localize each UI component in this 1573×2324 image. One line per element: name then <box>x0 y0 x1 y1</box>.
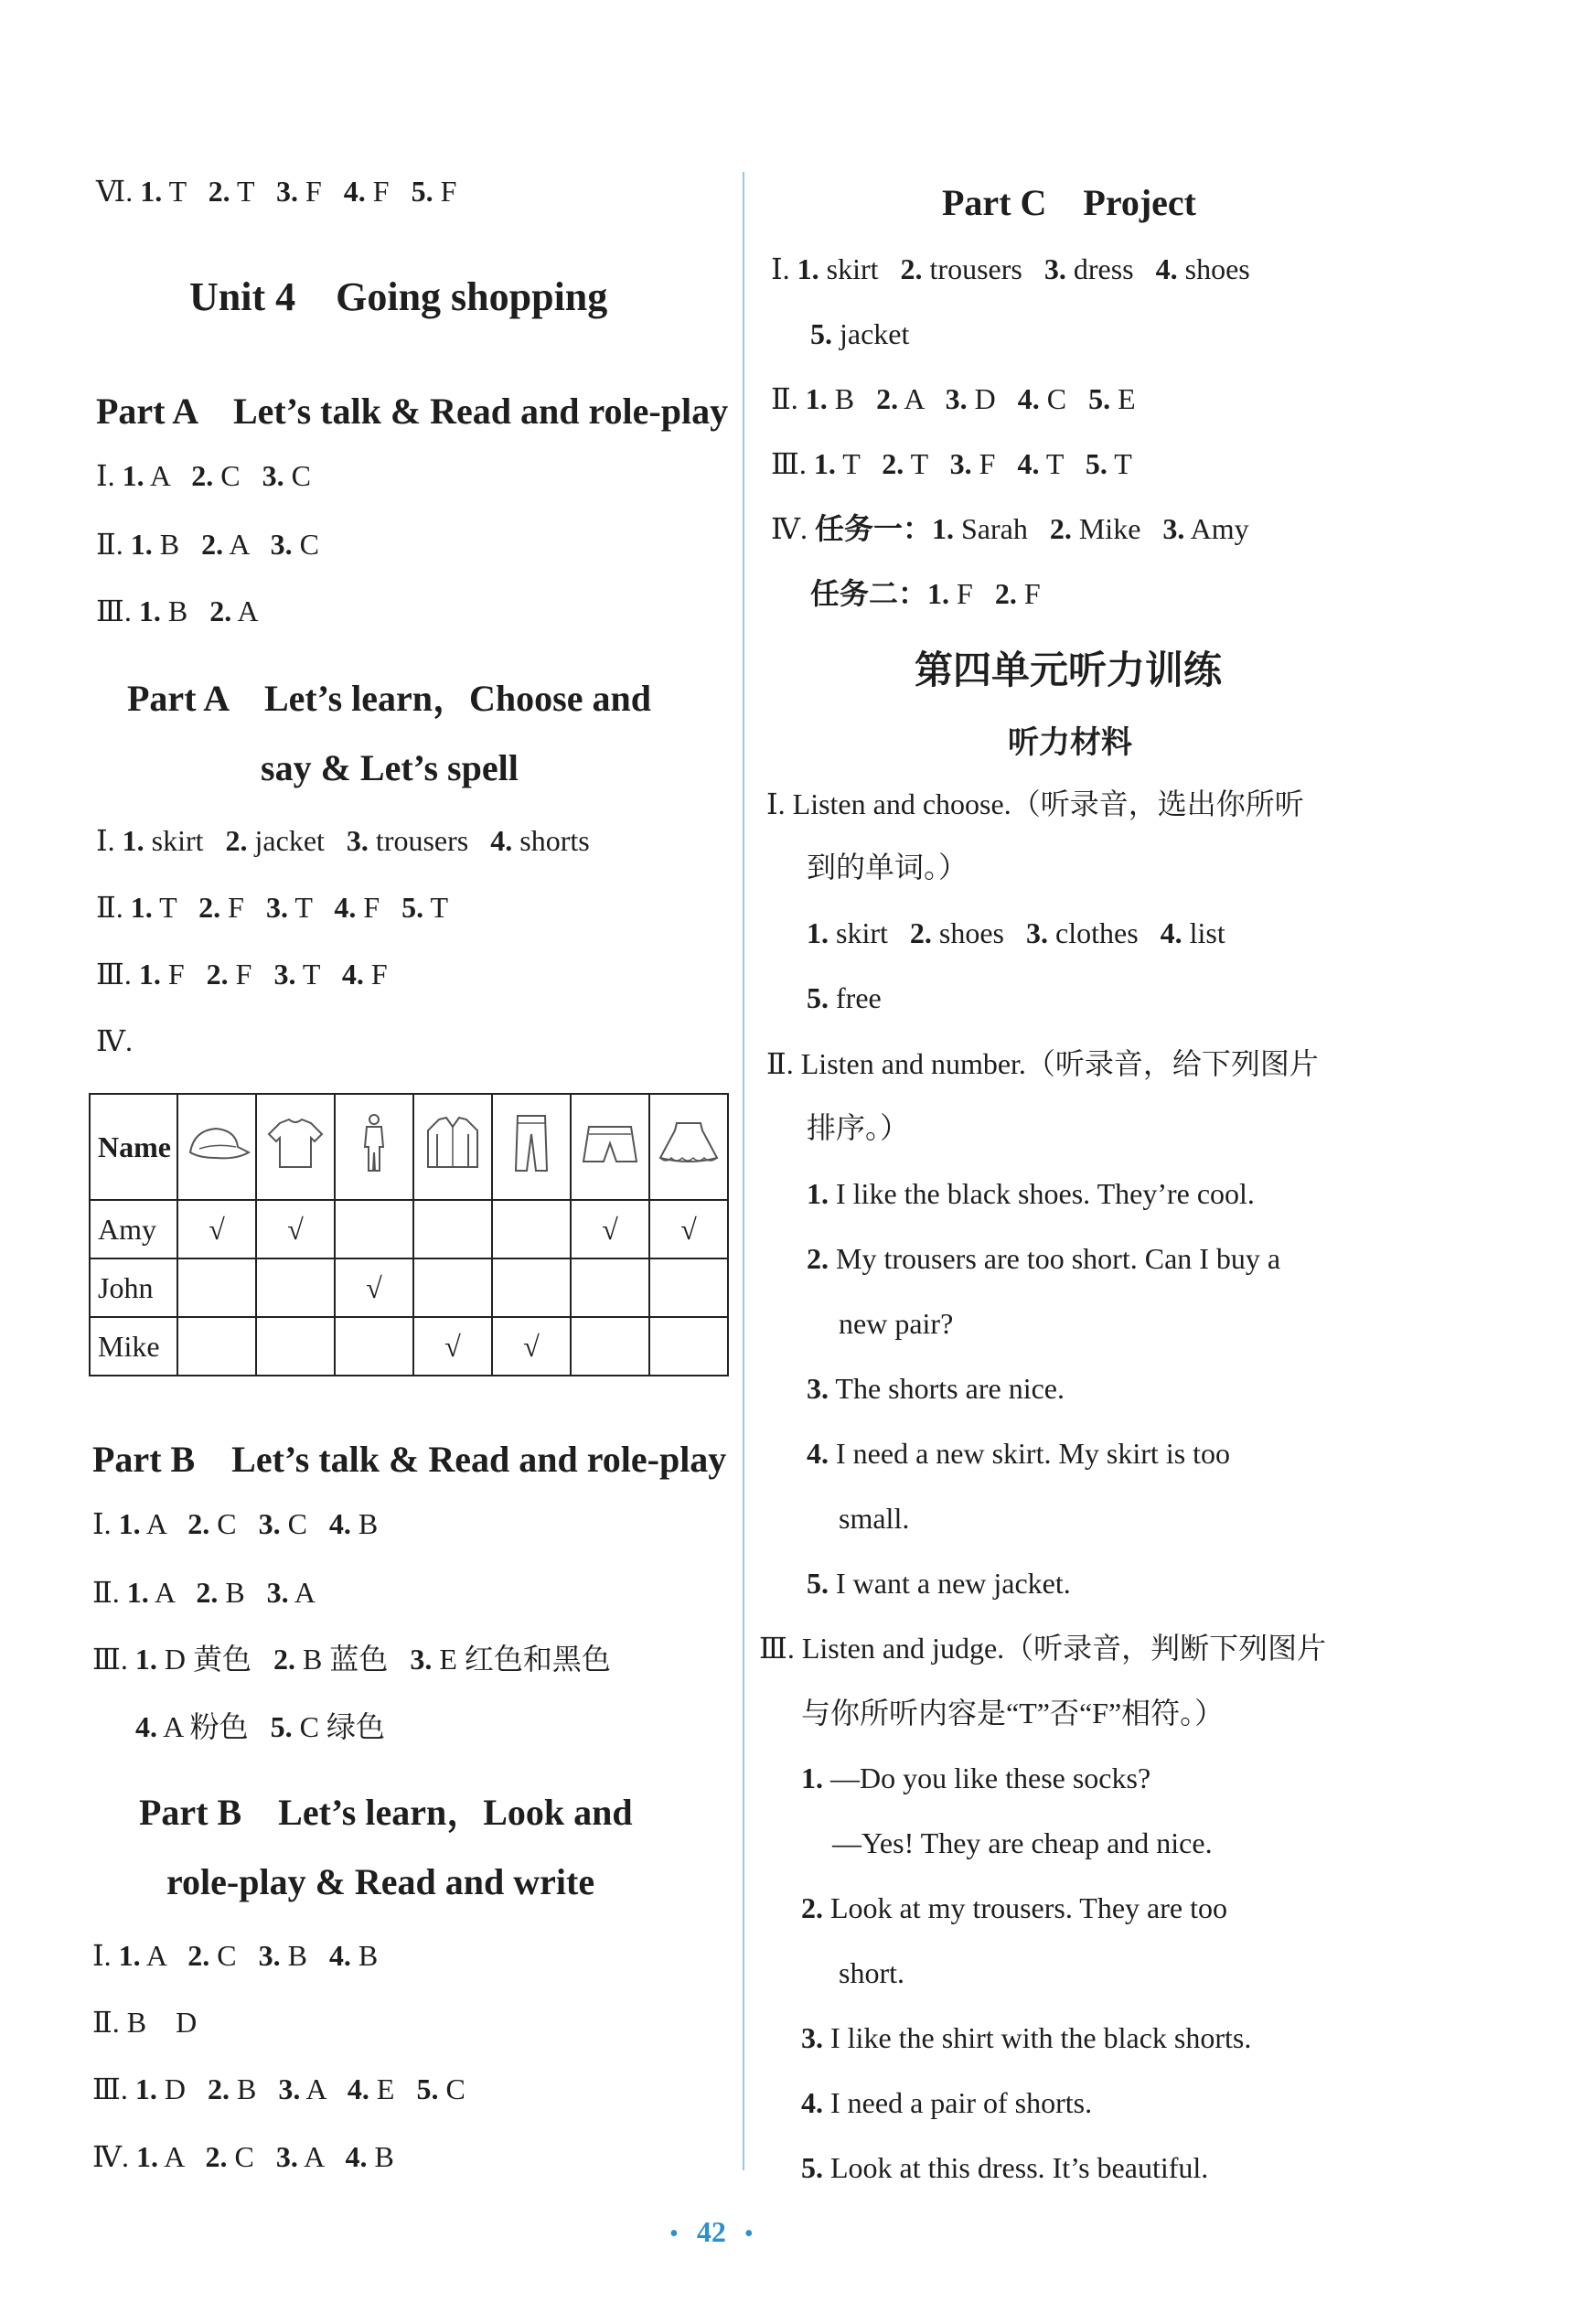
answer-row <box>96 889 448 926</box>
page-number: 42 <box>696 2215 726 2248</box>
section-title: Part B Let’s talk & Read and role-play <box>92 1439 727 1480</box>
item-num: 1. <box>135 2140 158 2173</box>
item-answer: B <box>159 528 180 561</box>
item-answer: A <box>149 459 170 492</box>
item-answer: shorts <box>519 824 590 857</box>
item-num: 3. <box>1043 252 1066 285</box>
item-answer: A <box>154 1576 175 1609</box>
tick-cell <box>413 1200 492 1258</box>
item-num: 任务二：1. <box>810 577 950 610</box>
item-num: 3. <box>265 891 288 924</box>
item-num: 1. <box>807 1177 829 1210</box>
table-row <box>90 1200 728 1258</box>
jacket-icon <box>413 1094 492 1200</box>
item-answer: C <box>299 528 320 561</box>
item-answer: F <box>235 958 252 991</box>
item-num: 2. <box>187 1507 210 1540</box>
tick-cell <box>256 1258 335 1317</box>
item-text: small. <box>839 1502 910 1535</box>
item-answer: T <box>1045 447 1064 480</box>
item-text: Look at my trousers. They are too <box>830 1891 1227 1924</box>
answer-row <box>92 2138 394 2175</box>
tick-cell <box>649 1258 728 1317</box>
item-num: 2. <box>1049 512 1072 545</box>
item-answer: E <box>376 2072 395 2105</box>
item-num: 4. <box>801 2086 823 2119</box>
clothes-table <box>89 1093 729 1376</box>
item-num: 2. <box>206 958 229 991</box>
unit-title: Unit 4 Going shopping <box>189 274 608 319</box>
item-num: 3. <box>807 1372 829 1405</box>
tick-cell: √ <box>177 1200 256 1258</box>
item-answer: F <box>363 891 380 924</box>
item-num: 1. <box>805 382 828 415</box>
item-num: 1. <box>138 594 161 627</box>
item-num: 1. <box>118 1939 141 1972</box>
item-answer: D <box>974 382 996 415</box>
answer-row <box>96 457 311 494</box>
row-num: Ⅳ. <box>96 1024 133 1057</box>
item-answer: B 蓝色 <box>302 1643 389 1676</box>
item-num: 1. <box>126 1576 149 1609</box>
answer-row <box>92 1505 378 1542</box>
item-num: 4. <box>341 958 364 991</box>
section-title: Part A Let’s talk & Read and role-play <box>96 391 729 432</box>
item-num: 2. <box>225 824 248 857</box>
item-num: 1. <box>797 252 819 285</box>
answer-row <box>96 956 388 992</box>
item-answer: Amy <box>1190 512 1249 545</box>
item-answer: clothes <box>1055 916 1139 949</box>
item-answer: T <box>430 891 449 924</box>
row-num: Ⅰ. <box>92 1939 112 1972</box>
item-num: 4. <box>490 824 513 857</box>
table-row <box>90 1317 728 1376</box>
answer-row <box>810 316 909 352</box>
item-num: 3. <box>262 459 284 492</box>
tick-cell <box>335 1317 413 1376</box>
item-answer: F <box>167 958 185 991</box>
item-answer: B <box>287 1939 307 1972</box>
item-num: 2. <box>196 1576 219 1609</box>
item-num: 5. <box>411 175 433 208</box>
tick-cell: √ <box>335 1258 413 1317</box>
item-num: 3. <box>275 2140 298 2173</box>
answer-row <box>810 575 1041 612</box>
answer-row <box>96 822 590 859</box>
outfit-icon <box>335 1094 413 1200</box>
row-num: Ⅲ. <box>771 447 807 480</box>
item-answer: E <box>1118 382 1136 415</box>
tick-cell: √ <box>649 1200 728 1258</box>
item-num: 1. <box>813 447 836 480</box>
shorts-icon <box>571 1094 649 1200</box>
item-answer: T <box>1114 447 1132 480</box>
row-num: Ⅵ. <box>96 175 134 208</box>
item-answer: jacket <box>840 317 910 350</box>
sentence-line <box>801 2019 1251 2056</box>
tick-cell <box>492 1200 571 1258</box>
row-name: Mike <box>90 1317 177 1376</box>
item-answer: B <box>167 594 188 627</box>
item-answer: T <box>168 175 187 208</box>
item-answer: T <box>237 175 254 208</box>
tick-cell <box>649 1317 728 1376</box>
item-text: new pair? <box>839 1307 954 1340</box>
row-num: Ⅱ. <box>96 891 123 924</box>
section-title: Part B Let’s learn，Look and <box>139 1792 633 1833</box>
item-answer: dress <box>1073 252 1134 285</box>
section-title-line2: say & Let’s spell <box>261 747 519 788</box>
item-num: 4. <box>328 1939 351 1972</box>
row-num: Ⅰ. <box>92 1507 112 1540</box>
row-num: Ⅱ. <box>92 1576 120 1609</box>
item-num: 3. <box>801 2021 823 2054</box>
item-num: 2. <box>900 252 923 285</box>
answer-row <box>92 1574 316 1611</box>
item-answer: D 黄色 <box>164 1643 251 1676</box>
item-num: 4. <box>807 1437 829 1470</box>
item-answer: shoes <box>1184 252 1250 285</box>
item-num: 5. <box>416 2072 439 2105</box>
item-answer: B <box>225 1576 245 1609</box>
item-answer: F <box>440 175 457 208</box>
row-num: Ⅰ. <box>96 459 115 492</box>
column-divider <box>743 172 744 2170</box>
item-num: 3. <box>1162 512 1185 545</box>
sentence-line <box>807 1240 1280 1277</box>
item-num: 5. <box>270 1710 293 1743</box>
item-num: 3. <box>949 447 972 480</box>
item-num: 3. <box>266 1576 289 1609</box>
item-answer: C <box>445 2072 465 2105</box>
item-num: 3. <box>346 824 369 857</box>
answer-row <box>92 2071 465 2107</box>
item-answer: F <box>1023 577 1041 610</box>
answer-row <box>771 380 1136 417</box>
item-num: 4. <box>347 2072 369 2105</box>
answer-row <box>807 915 1225 951</box>
sentence-line <box>807 1175 1255 1212</box>
item-num: 2. <box>909 916 932 949</box>
page-footer <box>669 2215 754 2249</box>
item-answer: A <box>294 1576 316 1609</box>
item-num: 3. <box>1026 916 1048 949</box>
item-num: 2. <box>207 2072 230 2105</box>
item-answer: list <box>1189 916 1225 949</box>
item-num: 2. <box>205 2140 228 2173</box>
skirt-icon <box>649 1094 728 1200</box>
item-num: 2. <box>209 594 232 627</box>
tick-cell <box>335 1200 413 1258</box>
item-answer: C <box>291 459 311 492</box>
item-num: 3. <box>270 528 293 561</box>
item-num: 4. <box>328 1507 351 1540</box>
question-line: Ⅲ. Listen and judge.（听录音，判断下列图片 <box>759 1632 1327 1665</box>
item-num: 4. <box>1155 252 1178 285</box>
item-num: 2. <box>801 1891 823 1924</box>
item-answer: A <box>305 2072 326 2105</box>
item-num: 3. <box>258 1507 281 1540</box>
t-shirt-icon <box>256 1094 335 1200</box>
item-num: 5. <box>801 2151 823 2184</box>
item-num: 5. <box>401 891 424 924</box>
item-answer: jacket <box>254 824 325 857</box>
item-num: 2. <box>208 175 230 208</box>
item-answer: A <box>164 2140 184 2173</box>
answer-row <box>92 1641 611 1677</box>
sentence-line <box>801 2084 1092 2121</box>
answer-row <box>771 251 1250 287</box>
row-num: Ⅳ. <box>771 512 808 545</box>
item-answer: F <box>957 577 973 610</box>
item-text: —Yes! They are cheap and nice. <box>832 1826 1213 1859</box>
item-num: 5. <box>807 1567 829 1600</box>
item-answer: Mike <box>1078 512 1141 545</box>
item-num: 2. <box>187 1939 210 1972</box>
row-num: Ⅰ. <box>96 824 115 857</box>
tick-cell: √ <box>256 1200 335 1258</box>
item-num: 4. <box>345 2140 368 2173</box>
section-title-line2: role-play & Read and write <box>166 1861 595 1902</box>
item-answer: A <box>145 1507 166 1540</box>
item-answer: T <box>910 447 928 480</box>
item-answer: F <box>305 175 322 208</box>
tick-cell: √ <box>413 1317 492 1376</box>
answer-row <box>771 510 1249 547</box>
item-text: I need a pair of shorts. <box>830 2086 1093 2119</box>
item-num: 4. <box>1017 447 1040 480</box>
question-line: Ⅰ. Listen and choose.（听录音，选出你所听 <box>766 787 1304 820</box>
item-num: 4. <box>1017 382 1040 415</box>
item-answer: F <box>372 175 390 208</box>
item-answer: A <box>229 528 249 561</box>
item-answer: A <box>145 1939 166 1972</box>
sentence-line <box>807 1435 1230 1472</box>
item-answer: B <box>834 382 855 415</box>
item-answer: C <box>217 1507 237 1540</box>
item-text: I need a new skirt. My skirt is too <box>836 1437 1231 1470</box>
item-answer: C <box>1046 382 1067 415</box>
sentence-line <box>839 1500 909 1537</box>
item-num: 2. <box>198 891 221 924</box>
item-answer: trousers <box>929 252 1022 285</box>
row-num: Ⅱ. <box>771 382 798 415</box>
item-num: 3. <box>275 175 298 208</box>
item-text: short. <box>839 1956 904 1989</box>
row-num: Ⅲ. <box>96 594 132 627</box>
sentence-line <box>801 1890 1227 1926</box>
item-num: 2. <box>876 382 899 415</box>
item-answer: shoes <box>938 916 1004 949</box>
item-answer: C <box>287 1507 307 1540</box>
listening-subtitle: 听力材料 <box>1008 724 1132 761</box>
row-num: Ⅰ. <box>771 252 790 285</box>
item-answer: T <box>302 958 320 991</box>
item-answer: A <box>237 594 259 627</box>
item-num: 1. <box>130 891 153 924</box>
item-num: 1. <box>807 916 829 949</box>
row-num: Ⅱ. <box>92 2006 120 2039</box>
tick-cell <box>571 1317 649 1376</box>
sentence-line <box>807 1370 1065 1407</box>
row-num: Ⅲ. <box>92 1643 128 1676</box>
item-num: 4. <box>1160 916 1182 949</box>
item-answer: skirt <box>826 252 879 285</box>
tick-cell <box>177 1317 256 1376</box>
answer-row <box>771 445 1132 482</box>
answer-row <box>96 526 319 562</box>
answer-row <box>92 1937 378 1974</box>
item-num: 2. <box>273 1643 295 1676</box>
item-num: 3. <box>410 1643 433 1676</box>
item-answer: T <box>842 447 861 480</box>
item-num: 2. <box>994 577 1017 610</box>
item-text: My trousers are too short. Can I buy a <box>836 1242 1281 1275</box>
row-name: John <box>90 1258 177 1317</box>
row-num: Ⅳ. <box>92 2140 129 2173</box>
item-text: Look at this dress. It’s beautiful. <box>830 2151 1209 2184</box>
item-num: 1. <box>134 2072 157 2105</box>
section-title: Part C Project <box>942 182 1197 223</box>
item-num: 1. <box>140 175 163 208</box>
tick-cell: √ <box>492 1317 571 1376</box>
item-answer: B <box>358 1939 379 1972</box>
sentence-line <box>839 1955 904 1991</box>
item-answer: A <box>304 2140 324 2173</box>
item-answer: C <box>217 1939 237 1972</box>
item-answer: B <box>236 2072 257 2105</box>
item-answer: skirt <box>151 824 204 857</box>
tick-cell <box>413 1258 492 1317</box>
item-answer: B D <box>126 2006 198 2039</box>
table-header-row <box>90 1094 728 1200</box>
answer-row <box>96 593 259 629</box>
item-answer: C <box>234 2140 254 2173</box>
item-answer: T <box>294 891 313 924</box>
item-answer: A 粉色 <box>163 1710 249 1743</box>
row-name: Amy <box>90 1200 177 1258</box>
item-num: 3. <box>278 2072 301 2105</box>
item-num: 任务一：1. <box>814 512 954 545</box>
item-answer: F <box>979 447 996 480</box>
row-num: Ⅲ. <box>96 958 132 991</box>
item-num: 2. <box>191 459 214 492</box>
item-answer: D <box>164 2072 186 2105</box>
item-num: 1. <box>122 824 144 857</box>
item-text: I like the shirt with the black shorts. <box>830 2021 1252 2054</box>
sentence-line <box>839 1305 953 1342</box>
item-answer: A <box>904 382 924 415</box>
item-text: I like the black shoes. They’re cool. <box>836 1177 1255 1210</box>
item-num: 5. <box>807 981 829 1014</box>
item-num: 1. <box>130 528 153 561</box>
item-num: 5. <box>1085 447 1108 480</box>
item-num: 3. <box>258 1939 281 1972</box>
item-answer: E 红色和黑色 <box>439 1643 611 1676</box>
row-num: Ⅱ. <box>96 528 123 561</box>
table-header-name: Name <box>90 1094 177 1200</box>
footer-dot: • <box>744 2220 754 2248</box>
item-num: 1. <box>801 1762 823 1794</box>
item-num: 1. <box>118 1507 141 1540</box>
item-answer: B <box>358 1507 379 1540</box>
answer-row <box>135 1708 385 1745</box>
item-num: 4. <box>135 1710 157 1743</box>
sentence-line <box>801 2149 1208 2186</box>
item-num: 1. <box>134 1643 157 1676</box>
section-title: Part A Let’s learn，Choose and <box>127 678 651 719</box>
item-answer: F <box>228 891 244 924</box>
question-line: 排序。） <box>807 1111 910 1144</box>
question-line: Ⅱ. Listen and number.（听录音，给下列图片 <box>766 1047 1319 1080</box>
item-answer: free <box>836 981 882 1014</box>
listening-title: 第四单元听力训练 <box>915 648 1223 692</box>
item-answer: B <box>374 2140 394 2173</box>
item-num: 5. <box>1088 382 1111 415</box>
item-answer: C 绿色 <box>299 1710 385 1743</box>
tick-cell <box>492 1258 571 1317</box>
sentence-line <box>832 1825 1213 1861</box>
item-num: 1. <box>138 958 161 991</box>
row-num: Ⅲ. <box>92 2072 128 2105</box>
answer-row <box>807 980 882 1016</box>
item-num: 2. <box>882 447 904 480</box>
item-answer: F <box>370 958 388 991</box>
sentence-line <box>807 1565 1071 1601</box>
item-text: I want a new jacket. <box>836 1567 1071 1600</box>
cap-icon <box>177 1094 256 1200</box>
item-answer: C <box>220 459 241 492</box>
tick-cell <box>571 1258 649 1317</box>
sentence-line <box>801 1760 1150 1796</box>
item-text: —Do you like these socks? <box>830 1762 1151 1794</box>
item-num: 3. <box>273 958 296 991</box>
item-num: 4. <box>334 891 357 924</box>
answer-row <box>96 173 456 209</box>
tick-cell: √ <box>571 1200 649 1258</box>
item-answer: trousers <box>375 824 469 857</box>
question-line: 与你所听内容是“T”否“F”相符。） <box>801 1697 1225 1730</box>
table-row <box>90 1258 728 1317</box>
answer-row <box>92 2004 197 2040</box>
item-num: 3. <box>945 382 968 415</box>
item-num: 4. <box>343 175 366 208</box>
item-answer: T <box>159 891 177 924</box>
trousers-icon <box>492 1094 571 1200</box>
item-num: 2. <box>807 1242 829 1275</box>
question-line: 到的单词。） <box>807 851 968 884</box>
item-answer: Sarah <box>960 512 1028 545</box>
tick-cell <box>256 1317 335 1376</box>
item-num: 1. <box>122 459 144 492</box>
footer-dot: • <box>669 2220 679 2248</box>
item-answer: skirt <box>836 916 888 949</box>
tick-cell <box>177 1258 256 1317</box>
item-num: 5. <box>810 317 832 350</box>
item-num: 2. <box>201 528 224 561</box>
item-text: The shorts are nice. <box>835 1372 1065 1405</box>
